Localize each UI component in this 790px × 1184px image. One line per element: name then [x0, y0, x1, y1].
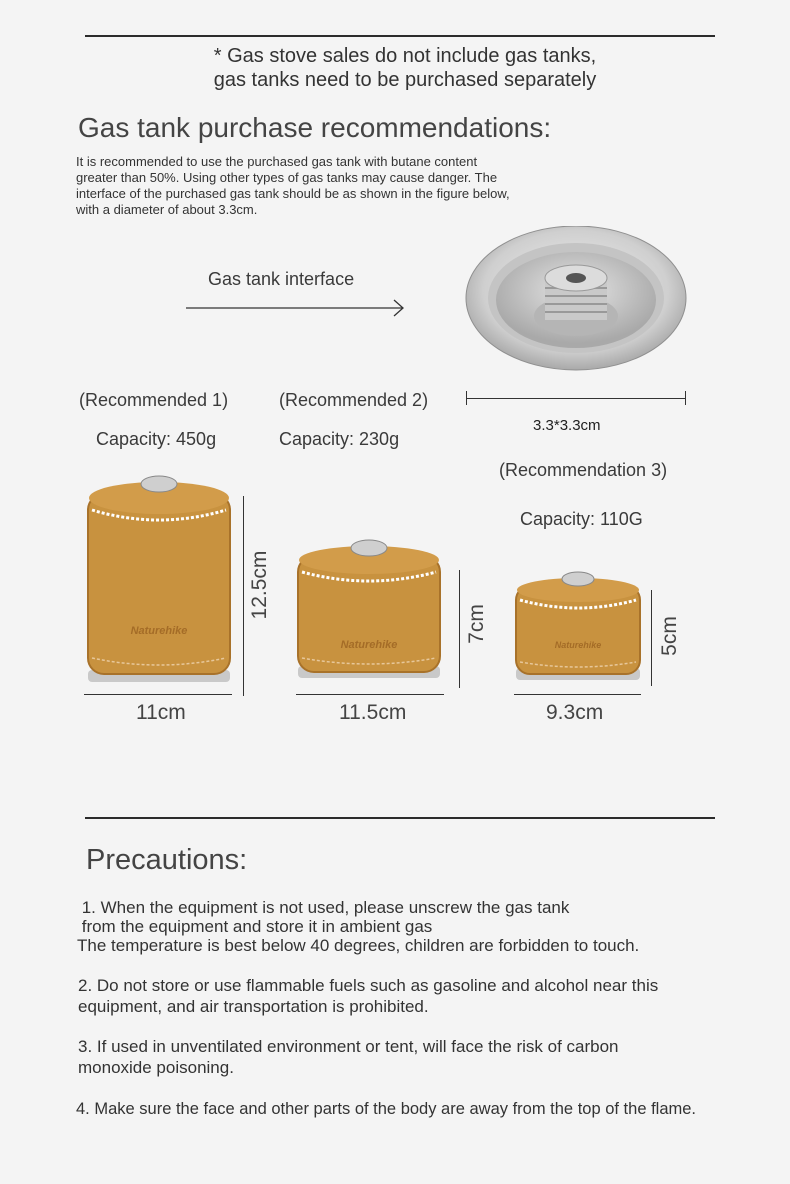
interface-dim-tick-right	[685, 391, 686, 405]
top-divider	[85, 35, 715, 37]
gas-tank-110g	[512, 570, 644, 686]
tank-2-rec: (Recommended 2)	[279, 390, 429, 410]
precaution-4: 4. Make sure the face and other parts of the body are away from the top of the flame.	[76, 1100, 697, 1118]
svg-text:Naturehike: Naturehike	[130, 625, 188, 637]
tank-1-rec: (Recommended 1)	[79, 390, 229, 410]
precaution-1-line: 1. When the equipment is not used, please unscrew the gas tank	[77, 898, 570, 917]
gas-tank-450g	[84, 474, 234, 686]
interface-dim-line	[466, 398, 686, 399]
svg-text:Naturehike: Naturehike	[340, 639, 398, 651]
tank-1-capacity: Capacity: 450g	[96, 429, 217, 449]
precaution-1-line: The temperature is best below 40 degrees, children are forbidden to touch.	[77, 936, 640, 955]
tank-1-width: 11cm	[136, 701, 186, 724]
intro-line: interface of the purchased gas tank should be as shown in the figure below,	[76, 186, 510, 201]
gas-valve-image	[465, 226, 687, 374]
precaution-2-line: 2. Do not store or use flammable fuels such as gasoline and alcohol near this	[78, 976, 659, 995]
tank-3-rec: (Recommendation 3)	[499, 460, 668, 480]
tank-2-height-line	[459, 570, 460, 688]
precaution-1-line: from the equipment and store it in ambient gas	[77, 917, 433, 936]
precautions-heading: Precautions:	[86, 844, 248, 876]
tank-3-width: 9.3cm	[546, 701, 604, 724]
precaution-1	[77, 897, 639, 956]
tank-2-height: 7cm	[465, 604, 488, 644]
recommend-intro	[76, 154, 596, 218]
precaution-3-line: 3. If used in unventilated environment or tent, will face the risk of carbon	[78, 1037, 619, 1056]
precaution-3-line: monoxide poisoning.	[78, 1058, 234, 1077]
intro-line: It is recommended to use the purchased gas tank with butane content	[76, 154, 478, 169]
tank-3-width-line	[514, 694, 641, 695]
interface-dim-label: 3.3*3.3cm	[533, 417, 601, 434]
tank-2-capacity: Capacity: 230g	[279, 429, 400, 449]
intro-line: greater than 50%. Using other types of gas tanks may cause danger. The	[76, 170, 498, 185]
precaution-2-line: equipment, and air transportation is prohibited.	[78, 997, 429, 1016]
tank-3-height: 5cm	[658, 616, 681, 656]
tank-2-width: 11.5cm	[339, 701, 407, 724]
precaution-2	[78, 975, 658, 1017]
tank-2-width-line	[296, 694, 444, 695]
tank-1-height: 12.5cm	[248, 550, 271, 620]
precaution-3	[78, 1036, 619, 1078]
notice-line-1: * Gas stove sales do not include gas tanks,	[213, 45, 597, 67]
tank-3-capacity: Capacity: 110G	[520, 509, 643, 529]
gas-tank-230g	[294, 538, 444, 684]
tank-3-height-line	[651, 590, 652, 686]
tank-1-width-line	[84, 694, 232, 695]
tank-1-height-line	[243, 496, 244, 696]
interface-dim-tick-left	[466, 391, 467, 405]
interface-label: Gas tank interface	[208, 269, 355, 289]
arrow-right-icon	[186, 298, 408, 318]
middle-divider	[85, 817, 715, 819]
notice-line-2: gas tanks need to be purchased separately	[213, 69, 597, 91]
intro-line: with a diameter of about 3.3cm.	[76, 202, 258, 217]
svg-text:Naturehike: Naturehike	[554, 640, 602, 650]
recommend-heading: Gas tank purchase recommendations:	[78, 112, 552, 143]
